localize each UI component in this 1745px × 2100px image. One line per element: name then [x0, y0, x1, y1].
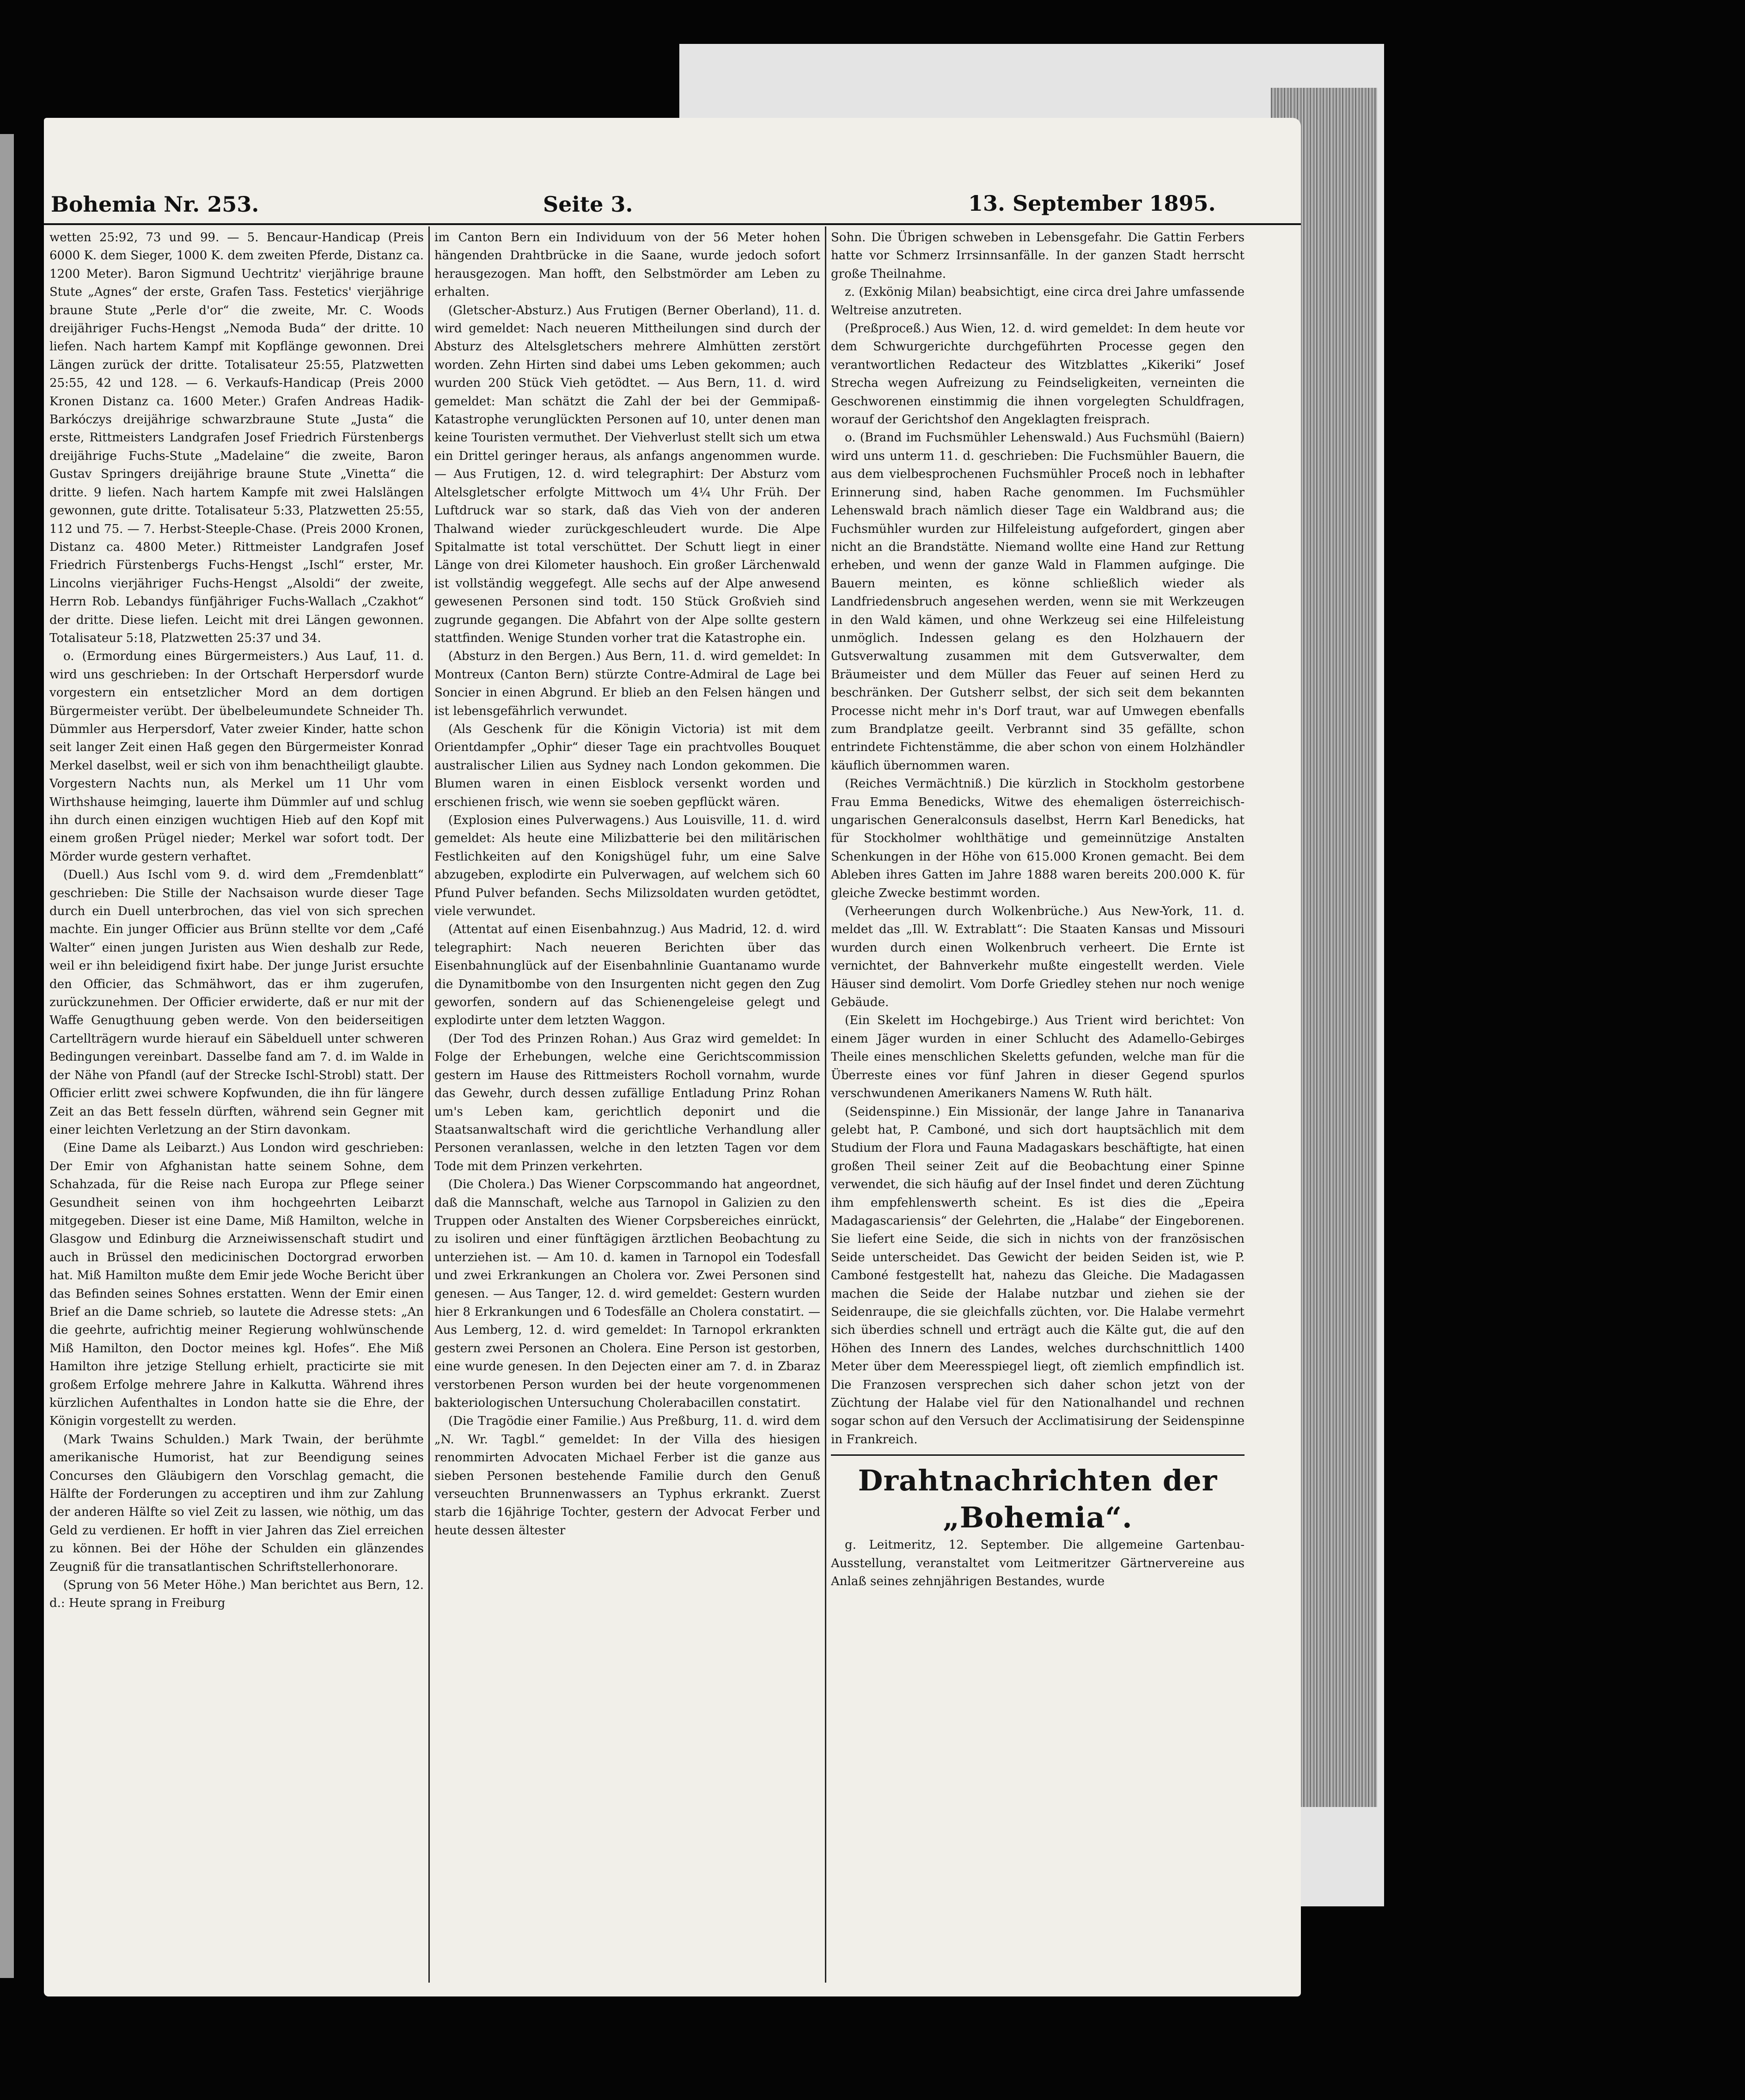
article-paragraph: o. (Brand im Fuchsmühler Lehenswald.) Aus Fuchsmühl (Baiern) wird uns unterm 11. d. geschrieben: Die Fuchsmühler Bauern, die aus dem vielbesprochenen Fuchsmühler Proceß noch in lebhafter Erinnerung sind, haben Rache genommen. Im Fuchsmühler Lehenswald brach nämlich dieser Tage ein Waldbrand aus; die Fuchsmühler wurden zur Hilfeleistung aufgefordert, gingen aber nicht an die Brandstätte. Niemand wollte eine Hand zur Rettung erheben, und wenn der ganze Wald in Flammen aufginge. Die Bauern meinten, es könne schließlich wieder als Landfriedensbruch angesehen werden, wenn sie mit Werkzeugen in den Wald kämen, und ohne Werkzeug sei eine Hilfeleistung unmöglich. Indessen gelang es den Holzhauern der Gutsverwaltung zusammen mit dem Gutsverwalter, dem Bräumeister und dem Müller das Feuer auf seinen Herd zu beschränken. Der Gutsherr selbst, der sich seit dem bekannten Processe nicht mehr in's Dorf traut, war auf Umwegen ebenfalls zum Brandplatze geeilt. Verbrannt sind 35 gefällte, schon entrindete Fichtenstämme, die aber schon von einem Holzhändler käuflich übernommen waren.	[831, 431, 1245, 773]
article-paragraph: o. (Ermordung eines Bürgermeisters.) Aus Lauf, 11. d. wird uns geschrieben: In der Ortschaft Herpersdorf wurde vorgestern ein entsetzlicher Mord an dem dortigen Bürgermeister verübt. Der übelbeleumundete Schneider Th. Dümmler aus Herpersdorf, Vater zweier Kinder, hatte schon seit langer Zeit einen Haß gegen den Bürgermeister Konrad Merkel daselbst, weil er sich von ihm benachtheiligt glaubte. Vorgestern Nachts nun, als Merkel um 11 Uhr vom Wirthshause heimging, lauerte ihm Dümmler auf und schlug ihn durch einen einzigen wuchtigen Hieb auf den Kopf mit einem großen Prügel nieder; Merkel war sofort todt. Der Mörder wurde gestern verhaftet.	[49, 649, 424, 864]
header-rule	[44, 223, 1301, 225]
page-number: Seite 3.	[543, 192, 633, 217]
newspaper-page	[44, 118, 1301, 1996]
article-paragraph: wetten 25:92, 73 und 99. — 5. Bencaur-Handicap (Preis 6000 K. dem Sieger, 1000 K. dem zweiten Pferde, Distanz ca. 1200 Meter). Baron Sigmund Uechtritz' vierjährige braune Stute „Agnes“ der erste, Grafen Tass. Festetics' vierjährige braune Stute „Perle d'or“ die zweite, Mr. C. Woods dreijähriger Fuchs-Hengst „Nemoda Buda“ der dritte. 10 liefen. Nach hartem Kampf mit Kopflänge gewonnen. Drei Längen zurück der dritte. Totalisateur 25:55, Platzwetten 25:55, 42 und 128. — 6. Verkaufs-Handicap (Preis 2000 Kronen Distanz ca. 1600 Meter.) Grafen Andreas Hadik-Barkóczys dreijährige schwarzbraune Stute „Justa“ die erste, Rittmeisters Landgrafen Josef Friedrich Fürstenbergs dreijährige Fuchs-Stute „Madelaine“ die zweite, Baron Gustav Springers dreijährige braune Stute „Vinetta“ die dritte. 9 liefen. Nach hartem Kampfe mit zwei Halslängen gewonnen, gute dritte. Totalisateur 5:33, Platzwetten 25:55, 112 und 75. — 7. Herbst-Steeple-Chase. (Preis 2000 Kronen, Distanz ca. 4800 Meter.) Rittmeister Landgrafen Josef Friedrich Fürstenbergs Fuchs-Hengst „Ischl“ erster, Mr. Lincolns vierjähriger Fuchs-Hengst „Alsoldi“ der zweite, Herrn Rob. Lebandys fünfjähriger Fuchs-Wallach „Czakhot“ der dritte. Diese liefen. Leicht mit drei Längen gewonnen. Totalisateur 5:18, Platzwetten 25:37 und 34.	[49, 231, 424, 645]
column-2	[434, 229, 820, 1990]
page-header	[44, 187, 1301, 224]
article-paragraph: (Gletscher-Absturz.) Aus Frutigen (Berner Oberland), 11. d. wird gemeldet: Nach neueren Mittheilungen sind durch der Absturz des Altelsgletschers mehrere Almhütten zerstört worden. Zehn Hirten sind dabei ums Leben gekommen; auch wurden 200 Stück Vieh getödtet. — Aus Bern, 11. d. wird gemeldet: Man schätzt die Zahl der bei der Gemmipaß-Katastrophe verunglückten Personen auf 10, unter denen man keine Touristen vermuthet. Der Viehverlust stellt sich um etwa ein Drittel geringer heraus, als anfangs angenommen wurde. — Aus Frutigen, 12. d. wird telegraphirt: Der Absturz vom Altelsgletscher erfolgte Mittwoch um 4¼ Uhr Früh. Der Luftdruck war so stark, daß das Vieh von der anderen Thalwand wieder zurückgeschleudert wurde. Die Alpe Spitalmatte ist total verschüttet. Der Schutt liegt in einer Länge von drei Kilometer haushoch. Ein großer Lärchenwald ist vollständig weggefegt. Alle sechs auf der Alpe anwesend gewesenen Personen sind todt. 150 Stück Großvieh sind zugrunde gegangen. Die Abfahrt von der Alpe sollte gestern stattfinden. Wenige Stunden vorher trat die Katastrophe ein.	[434, 303, 820, 645]
article-paragraph: (Verheerungen durch Wolkenbrüche.) Aus New-York, 11. d. meldet das „Ill. W. Extrablatt“: Die Staaten Kansas und Missouri wurden durch einen Wolkenbruch verheert. Die Ernte ist vernichtet, der Bahnverkehr mußte eingestellt werden. Viele Häuser sind demolirt. Vom Dorfe Griedley stehen nur noch wenige Gebäude.	[831, 904, 1245, 1010]
telegram-paragraph: g. Leitmeritz, 12. September. Die allgemeine Gartenbau-Ausstellung, veranstaltet vom Leitmeritzer Gärtnervereine aus Anlaß seines zehnjährigen Bestandes, wurde	[831, 1538, 1245, 1589]
article-paragraph: (Reiches Vermächtniß.) Die kürzlich in Stockholm gestorbene Frau Emma Benedicks, Witwe des ehemaligen österreichisch-ungarischen Generalconsuls daselbst, Herrn Karl Benedicks, hat für Stockholmer wohlthätige und gemeinnützige Anstalten Schenkungen in der Höhe von 615.000 Kronen gemacht. Bei dem Ableben ihres Gatten im Jahre 1888 waren bereits 200.000 K. für gleiche Zwecke bestimmt worden.	[831, 777, 1245, 900]
article-paragraph: (Seidenspinne.) Ein Missionär, der lange Jahre in Tananariva gelebt hat, P. Camboné, und sich dort hauptsächlich mit dem Studium der Flora und Fauna Madagaskars beschäftigte, hat einen großen Theil seiner Zeit auf die Beobachtung einer Spinne verwendet, die sich häufig auf der Insel findet und deren Züchtung ihm empfehlenswerth scheint. Es ist dies die „Epeira Madagascariensis“ der Gelehrten, die „Halabe“ der Eingeborenen. Sie liefert eine Seide, die sich in nichts von der französischen Seide unterscheidet. Das Gewicht der beiden Seiden ist, wie P. Camboné festgestellt hat, nahezu das Gleiche. Die Madagassen machen die Seide der Halabe nutzbar und ziehen sie der Seidenraupe, die sie gleichfalls züchten, vor. Die Halabe vermehrt sich überdies schnell und erträgt auch die Kälte gut, die auf den Höhen des Innern des Landes, welches durchschnittlich 1400 Meter über dem Meeresspiegel liegt, oft ziemlich empfindlich ist. Die Franzosen versprechen sich daher schon jetzt von der Züchtung der Halabe viel für den Nationalhandel und rechnen sogar schon auf den Versuch der Acclimatisirung der Seidenspinne in Frankreich.	[831, 1105, 1245, 1447]
column-3	[831, 229, 1245, 1990]
article-paragraph: (Mark Twains Schulden.) Mark Twain, der berühmte amerikanische Humorist, hat zur Beendigung seines Concurses den Gläubigern den Vorschlag gemacht, die Hälfte der Forderungen zu acceptiren und ihm zur Zahlung der anderen Hälfte so viel Zeit zu lassen, wie nöthig, um das Geld zu verdienen. Er hofft in vier Jahren das Ziel erreichen zu können. Bei der Höhe der Schulden ein glänzendes Zeugniß für die transatlantischen Schriftstellerhonorare.	[49, 1432, 424, 1574]
article-paragraph: z. (Exkönig Milan) beabsichtigt, eine circa drei Jahre umfassende Weltreise anzutreten.	[831, 285, 1245, 317]
column-divider	[825, 226, 826, 1983]
article-paragraph: (Die Tragödie einer Familie.) Aus Preßburg, 11. d. wird dem „N. Wr. Tagbl.“ gemeldet: In der Villa des hiesigen renommirten Advocaten Michael Ferber ist die ganze aus sieben Personen bestehende Familie durch den Genuß verseuchten Brunnenwassers an Typhus erkrankt. Zuerst starb die 16jährige Tochter, gestern der Advocat Ferber und heute dessen ältester	[434, 1414, 820, 1538]
article-paragraph: (Sprung von 56 Meter Höhe.) Man berichtet aus Bern, 12. d.: Heute sprang in Freiburg	[49, 1578, 424, 1611]
article-paragraph: (Als Geschenk für die Königin Victoria) ist mit dem Orientdampfer „Ophir“ dieser Tage ein prachtvolles Bouquet australischer Lilien aus Sydney nach London gekommen. Die Blumen waren in einen Eisblock versenkt worden und erschienen frisch, wie wenn sie soeben gepflückt wären.	[434, 722, 820, 809]
column-1	[49, 229, 424, 1990]
telegram-section-heading: Drahtnachrichten der „Bohemia“.	[858, 1464, 1218, 1535]
article-paragraph: (Duell.) Aus Ischl vom 9. d. wird dem „Fremdenblatt“ geschrieben: Die Stille der Nachsaison wurde dieser Tage durch ein Duell unterbrochen, das viel von sich sprechen machte. Ein junger Officier aus Brünn stellte vor dem „Café Walter“ einen jungen Juristen aus Wien deshalb zur Rede, weil er ihn beleidigend fixirt habe. Der junge Jurist ersuchte den Officier, das Schmähwort, das er ihm zugerufen, zurückzunehmen. Der Officier erwiderte, daß er nur mit der Waffe Genugthuung geben werde. Von den beiderseitigen Cartellträgern wurde hierauf ein Säbelduell unter schweren Bedingungen vereinbart. Dasselbe fand am 7. d. im Walde in der Nähe von Pfandl (auf der Strecke Ischl-Strobl) statt. Der Officier erlitt zwei schwere Kopfwunden, die ihn für längere Zeit an das Bett fesseln dürften, während sein Gegner mit einer leichten Verletzung an der Stirn davonkam.	[49, 868, 424, 1137]
article-paragraph: im Canton Bern ein Individuum von der 56 Meter hohen hängenden Drahtbrücke in die Saane, wurde jedoch sofort herausgezogen. Man hofft, den Selbstmörder am Leben zu erhalten.	[434, 231, 820, 299]
issue-date: 13. September 1895.	[968, 191, 1216, 216]
article-paragraph: (Die Cholera.) Das Wiener Corpscommando hat angeordnet, daß die Mannschaft, welche aus Tarnopol in Galizien zu den Truppen oder Anstalten des Wiener Corpsbereiches einrückt, zu isoliren und einer fünftägigen ärztlichen Beobachtung zu unterziehen ist. — Am 10. d. kamen in Tarnopol ein Todesfall und zwei Erkrankungen an Cholera vor. Zwei Personen sind genesen. — Aus Tanger, 12. d. wird gemeldet: Gestern wurden hier 8 Erkrankungen und 6 Todesfälle an Cholera constatirt. — Aus Lemberg, 12. d. wird gemeldet: In Tarnopol erkrankten gestern zwei Personen an Cholera. Eine Person ist gestorben, eine wurde genesen. In den Dejecten einer am 7. d. in Zbaraz verstorbenen Person wurden bei der heute vorgenommenen bakteriologischen Untersuchung Cholerabacillen constatirt.	[434, 1178, 820, 1410]
article-paragraph: (Der Tod des Prinzen Rohan.) Aus Graz wird gemeldet: In Folge der Erhebungen, welche eine Gerichtscommission gestern im Hause des Rittmeisters Rocholl vornahm, wurde das Gewehr, durch dessen zufällige Entladung Prinz Rohan um's Leben kam, gerichtlich deponirt und die Staatsanwaltschaft wird die gerichtliche Verhandlung aller Personen veranlassen, welche in den letzten Tagen vor dem Tode mit dem Prinzen verkehrten.	[434, 1032, 820, 1173]
article-paragraph: (Eine Dame als Leibarzt.) Aus London wird geschrieben: Der Emir von Afghanistan hatte seinem Sohne, dem Schahzada, für die Reise nach Europa zur Pflege seiner Gesundheit seinen von ihm hochgeehrten Leibarzt mitgegeben. Dieser ist eine Dame, Miß Hamilton, welche in Glasgow und Edinburg die Arzneiwissenschaft studirt und auch in Brüssel den medicinischen Doctorgrad erworben hat. Miß Hamilton mußte dem Emir jede Woche Bericht über das Befinden seines Sohnes erstatten. Wenn der Emir einen Brief an die Dame schrieb, so lautete die Adresse stets: „An die geehrte, aufrichtig meiner Regierung wohlwünschende Miß Hamilton, den Doctor meines kgl. Hofes“. Ehe Miß Hamilton ihre jetzige Stellung erhielt, practicirte sie mit großem Erfolge mehrere Jahre in Kalkutta. Während ihres kürzlichen Aufenthaltes in London hatte sie die Ehre, der Königin vorgestellt zu werden.	[49, 1141, 424, 1428]
article-paragraph: (Ein Skelett im Hochgebirge.) Aus Trient wird berichtet: Von einem Jäger wurden in einer Schlucht des Adamello-Gebirges Theile eines menschlichen Skeletts gefunden, welche man für die Überreste eines vor fünf Jahren in dieser Gegend spurlos verschwundenen Amerikaners Namens W. Ruth hält.	[831, 1013, 1245, 1101]
adjacent-page-edge	[0, 134, 14, 1978]
column-divider	[428, 226, 430, 1983]
article-paragraph: Sohn. Die Übrigen schweben in Lebensgefahr. Die Gattin Ferbers hatte vor Schmerz Irrsinnsanfälle. In der ganzen Stadt herrscht große Theilnahme.	[831, 231, 1245, 281]
article-paragraph: (Attentat auf einen Eisenbahnzug.) Aus Madrid, 12. d. wird telegraphirt: Nach neueren Berichten über das Eisenbahnunglück auf der Eisenbahnlinie Guantanamo wurde die Dynamitbombe von den Insurgenten nicht gegen den Zug geworfen, sondern auf das Schienengeleise gelegt und explodirte unter dem letzten Waggon.	[434, 922, 820, 1028]
article-paragraph: (Explosion eines Pulverwagens.) Aus Louisville, 11. d. wird gemeldet: Als heute eine Milizbatterie bei den militärischen Festlichkeiten auf den Konigshügel fuhr, um eine Salve abzugeben, explodirte ein Pulverwagen, auf welchem sich 60 Pfund Pulver befanden. Sechs Milizsoldaten wurden getödtet, viele verwundet.	[434, 813, 820, 919]
article-paragraph: (Absturz in den Bergen.) Aus Bern, 11. d. wird gemeldet: In Montreux (Canton Bern) stürzte Contre-Admiral de Lage bei Soncier in einen Abgrund. Er blieb an den Felsen hängen und ist lebensgefährlich verwundet.	[434, 649, 820, 718]
newspaper-issue: Bohemia Nr. 253.	[51, 192, 259, 217]
article-paragraph: (Preßproceß.) Aus Wien, 12. d. wird gemeldet: In dem heute vor dem Schwurgerichte durchgeführten Processe gegen den verantwortlichen Redacteur des Witzblattes „Kikeriki“ Josef Strecha wegen Aufreizung zu Feindseligkeiten, verneinten die Geschworenen einstimmig die ihnen vorgelegten Schuldfragen, worauf der Gerichtshof den Angeklagten freisprach.	[831, 322, 1245, 427]
section-rule	[831, 1454, 1245, 1456]
